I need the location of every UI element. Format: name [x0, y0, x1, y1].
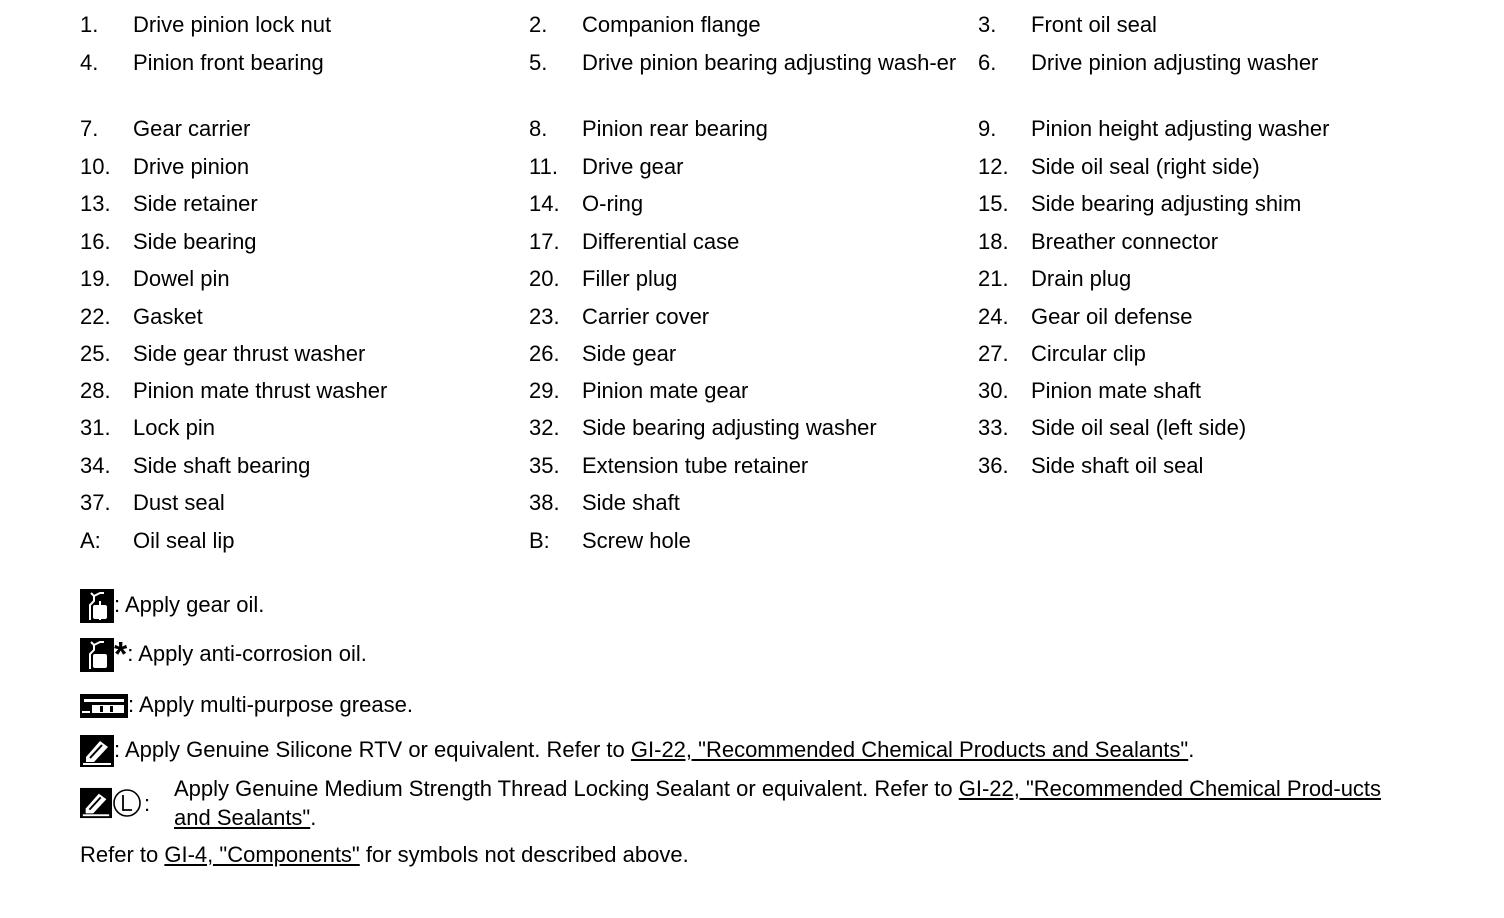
part-number: A:: [80, 528, 101, 553]
part-number: 32.: [529, 415, 560, 440]
part-label: Differential case: [582, 229, 740, 254]
legend-grease-text: : Apply multi-purpose grease.: [128, 692, 413, 717]
part-number: 7.: [80, 116, 99, 141]
part-label: Gear carrier: [133, 116, 251, 141]
parts-row: [80, 413, 1440, 451]
part-item: [978, 227, 1427, 264]
part-label: Side gear thrust washer: [133, 341, 366, 366]
part-number: 21.: [978, 266, 1009, 291]
thread-locking-text: [174, 774, 1414, 832]
part-item: [529, 526, 978, 563]
part-item: [80, 413, 529, 451]
part-item: [529, 114, 978, 152]
gi-22-link[interactable]: GI-22, "Recommended Chemical Prod-ucts and Sealants": [174, 776, 1382, 830]
part-label: Side gear: [582, 341, 677, 366]
legend-rtv: [80, 735, 1460, 767]
asterisk-mark: *: [114, 635, 128, 674]
part-item: [529, 488, 978, 526]
oil-can-icon: [80, 638, 114, 672]
part-number: 31.: [80, 415, 111, 440]
part-number: 23.: [529, 304, 560, 329]
part-item: [978, 114, 1427, 152]
part-item: [529, 413, 978, 451]
part-item: [80, 526, 529, 563]
part-item: [80, 451, 529, 488]
part-item: [80, 264, 529, 302]
parts-row: [80, 264, 1440, 302]
part-number: 9.: [978, 116, 997, 141]
part-number: 11.: [529, 154, 558, 179]
part-item: [529, 48, 978, 114]
part-item: [978, 376, 1427, 413]
part-label: O-ring: [582, 191, 644, 216]
legend-thread-end: .: [310, 805, 317, 830]
part-number: 1.: [80, 12, 99, 37]
parts-row: [80, 339, 1440, 376]
part-number: 28.: [80, 378, 111, 403]
legend-grease: [80, 690, 1460, 719]
part-number: 16.: [80, 229, 111, 254]
part-number: 37.: [80, 490, 111, 515]
part-number: 33.: [978, 415, 1009, 440]
parts-list: [80, 10, 1440, 563]
parts-row: [80, 451, 1440, 488]
parts-row: [80, 48, 1440, 114]
part-label: Drive gear: [582, 154, 684, 179]
part-label: Front oil seal: [1031, 12, 1157, 37]
part-label: Side oil seal (left side): [1031, 415, 1247, 440]
part-number: 27.: [978, 341, 1009, 366]
footer-end: for symbols not described above.: [359, 842, 689, 867]
part-item: [529, 227, 978, 264]
part-number: 14.: [529, 191, 560, 216]
part-item: [529, 152, 978, 189]
part-label: Pinion front bearing: [133, 50, 324, 75]
part-item: [80, 302, 529, 339]
legend-thread-text: Apply Genuine Medium Strength Thread Locking Sealant or equivalent. Refer to: [174, 776, 959, 801]
part-number: 13.: [80, 191, 111, 216]
part-item: [978, 451, 1427, 488]
part-number: B:: [529, 528, 550, 553]
part-label: Pinion mate thrust washer: [133, 378, 388, 403]
part-number: 18.: [978, 229, 1009, 254]
part-item: [978, 302, 1427, 339]
part-label: Pinion mate shaft: [1031, 378, 1201, 403]
part-label: Filler plug: [582, 266, 678, 291]
part-label: Drive pinion lock nut: [133, 12, 332, 37]
part-label: Side bearing: [133, 229, 257, 254]
part-item: [529, 302, 978, 339]
part-number: 35.: [529, 453, 560, 478]
part-item: [80, 488, 529, 526]
part-label: Drain plug: [1031, 266, 1132, 291]
thread-locking-icons: [80, 774, 174, 832]
part-number: 24.: [978, 304, 1009, 329]
part-label: Pinion rear bearing: [582, 116, 768, 141]
part-number: 3.: [978, 12, 997, 37]
grease-icon: [80, 694, 128, 718]
part-label: Gasket: [133, 304, 203, 329]
part-label: Dust seal: [133, 490, 225, 515]
part-label: Drive pinion: [133, 154, 250, 179]
part-item: [978, 10, 1427, 48]
part-number: 4.: [80, 50, 99, 75]
oil-can-icon: [80, 589, 114, 623]
part-number: 20.: [529, 266, 560, 291]
part-label: Gear oil defense: [1031, 304, 1193, 329]
parts-row: [80, 189, 1440, 227]
part-label: Circular clip: [1031, 341, 1146, 366]
part-label: Side retainer: [133, 191, 258, 216]
part-item: [529, 10, 978, 48]
circled-l-icon: [112, 788, 142, 818]
part-label: Side shaft bearing: [133, 453, 311, 478]
part-number: 30.: [978, 378, 1009, 403]
legend-thread-locking: [80, 774, 1460, 832]
parts-row: [80, 488, 1440, 526]
part-label: Side shaft oil seal: [1031, 453, 1204, 478]
part-number: 34.: [80, 453, 111, 478]
footer-text: Refer to: [80, 842, 165, 867]
parts-row: [80, 114, 1440, 152]
part-number: 15.: [978, 191, 1009, 216]
part-label: Drive pinion adjusting washer: [1031, 50, 1319, 75]
legend-rtv-text: : Apply Genuine Silicone RTV or equivalent. Refer to: [114, 737, 631, 762]
part-number: 5.: [529, 50, 548, 75]
legend-gear-oil-text: : Apply gear oil.: [114, 591, 265, 617]
parts-row: [80, 227, 1440, 264]
part-number: 36.: [978, 453, 1009, 478]
part-label: Extension tube retainer: [582, 453, 809, 478]
part-item: [978, 264, 1427, 302]
part-number: 26.: [529, 341, 560, 366]
part-item: [978, 48, 1427, 114]
legend-rtv-end: .: [1188, 737, 1195, 762]
part-item: [80, 10, 529, 48]
part-number: 17.: [529, 229, 560, 254]
sealant-icon: [80, 735, 114, 767]
part-number: 6.: [978, 50, 997, 75]
part-item: [80, 152, 529, 189]
parts-row: [80, 526, 1440, 563]
part-item: [529, 376, 978, 413]
part-item: [80, 48, 529, 114]
part-item: [529, 189, 978, 227]
part-item: [80, 189, 529, 227]
part-label: Side bearing adjusting shim: [1031, 191, 1302, 216]
part-item: [978, 189, 1427, 227]
part-item: [80, 227, 529, 264]
thread-locking-colon: :: [144, 790, 151, 816]
part-label: Drive pinion bearing adjusting wash-er: [582, 50, 957, 75]
part-label: Breather connector: [1031, 229, 1219, 254]
legend-anticorrosion-text: : Apply anti-corrosion oil.: [127, 640, 367, 666]
part-number: 2.: [529, 12, 548, 37]
part-item: [978, 413, 1427, 451]
part-label: Side bearing adjusting washer: [582, 415, 877, 440]
footer-note: [80, 840, 1460, 869]
sealant-icon: [80, 787, 112, 819]
part-label: Lock pin: [133, 415, 215, 440]
part-label: Carrier cover: [582, 304, 710, 329]
part-item: [978, 152, 1427, 189]
part-item: [529, 451, 978, 488]
part-label: Side oil seal (right side): [1031, 154, 1260, 179]
part-number: 25.: [80, 341, 111, 366]
part-number: 12.: [978, 154, 1009, 179]
legend-gear-oil: [80, 589, 1460, 623]
part-label: Side shaft: [582, 490, 680, 515]
part-label: Oil seal lip: [133, 528, 235, 553]
part-item: [80, 114, 529, 152]
part-label: Screw hole: [582, 528, 691, 553]
part-item: [978, 339, 1427, 376]
part-item: [80, 339, 529, 376]
parts-row: [80, 10, 1440, 48]
part-label: Pinion mate gear: [582, 378, 749, 403]
parts-row: [80, 302, 1440, 339]
part-label: Pinion height adjusting washer: [1031, 116, 1330, 141]
legend-anticorrosion: [80, 635, 1460, 674]
gi-22-link[interactable]: GI-22, "Recommended Chemical Products and Sealants": [630, 737, 1189, 762]
part-number: 10.: [80, 154, 111, 179]
part-item: [80, 376, 529, 413]
part-number: 19.: [80, 266, 111, 291]
part-label: Dowel pin: [133, 266, 230, 291]
part-item: [529, 339, 978, 376]
part-number: 29.: [529, 378, 560, 403]
part-number: 38.: [529, 490, 560, 515]
parts-row: [80, 376, 1440, 413]
part-number: 22.: [80, 304, 111, 329]
part-number: 8.: [529, 116, 548, 141]
parts-row: [80, 152, 1440, 189]
part-label: Companion flange: [582, 12, 761, 37]
gi-4-link[interactable]: GI-4, "Components": [164, 842, 360, 867]
part-item: [529, 264, 978, 302]
